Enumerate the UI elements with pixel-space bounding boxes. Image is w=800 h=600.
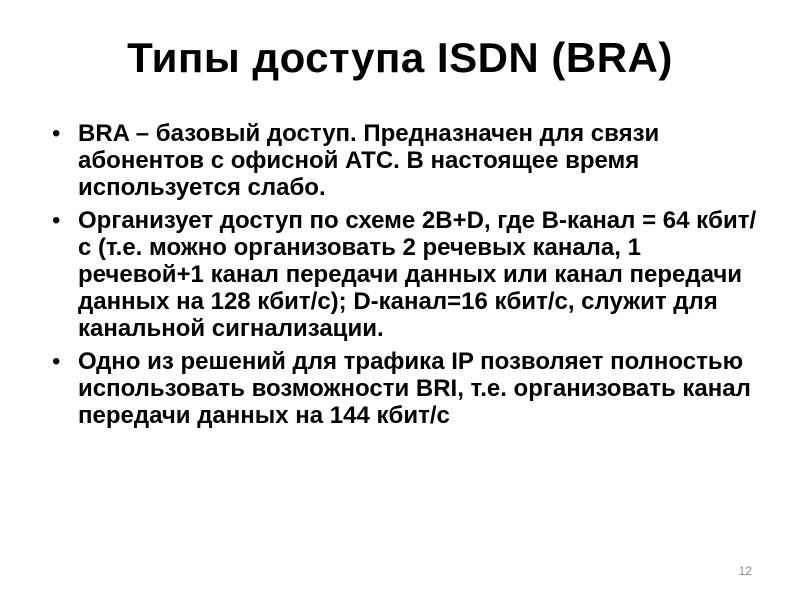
- page-number: 12: [738, 564, 752, 578]
- slide-title: Типы доступа ISDN (BRA): [127, 34, 673, 81]
- bullet-icon: •: [52, 348, 61, 375]
- bullet-list: [48, 120, 760, 435]
- bullet-text: Организует доступ по схеме 2B+D, где В-канал = 64 кбит/с (т.е. можно организовать 2 речевых канала, 1 речевой+1 канал передачи данных или канал передачи данных на 128 кбит/с); D-канал=16 кбит/с, служит для канальной сигнализации.: [78, 207, 757, 342]
- bullet-item: [48, 120, 760, 201]
- bullet-item: [48, 207, 760, 342]
- bullet-text: Одно из решений для трафика IP позволяет полностью использовать возможности BRI, т.е. организовать канал передачи данных на 144 кбит/с: [78, 348, 751, 429]
- bullet-item: [48, 348, 760, 429]
- bullet-icon: •: [52, 207, 61, 234]
- bullet-icon: •: [52, 120, 61, 147]
- bullet-text: BRA – базовый доступ. Предназначен для связи абонентов с офисной АТС. В настоящее время используется слабо.: [78, 120, 660, 201]
